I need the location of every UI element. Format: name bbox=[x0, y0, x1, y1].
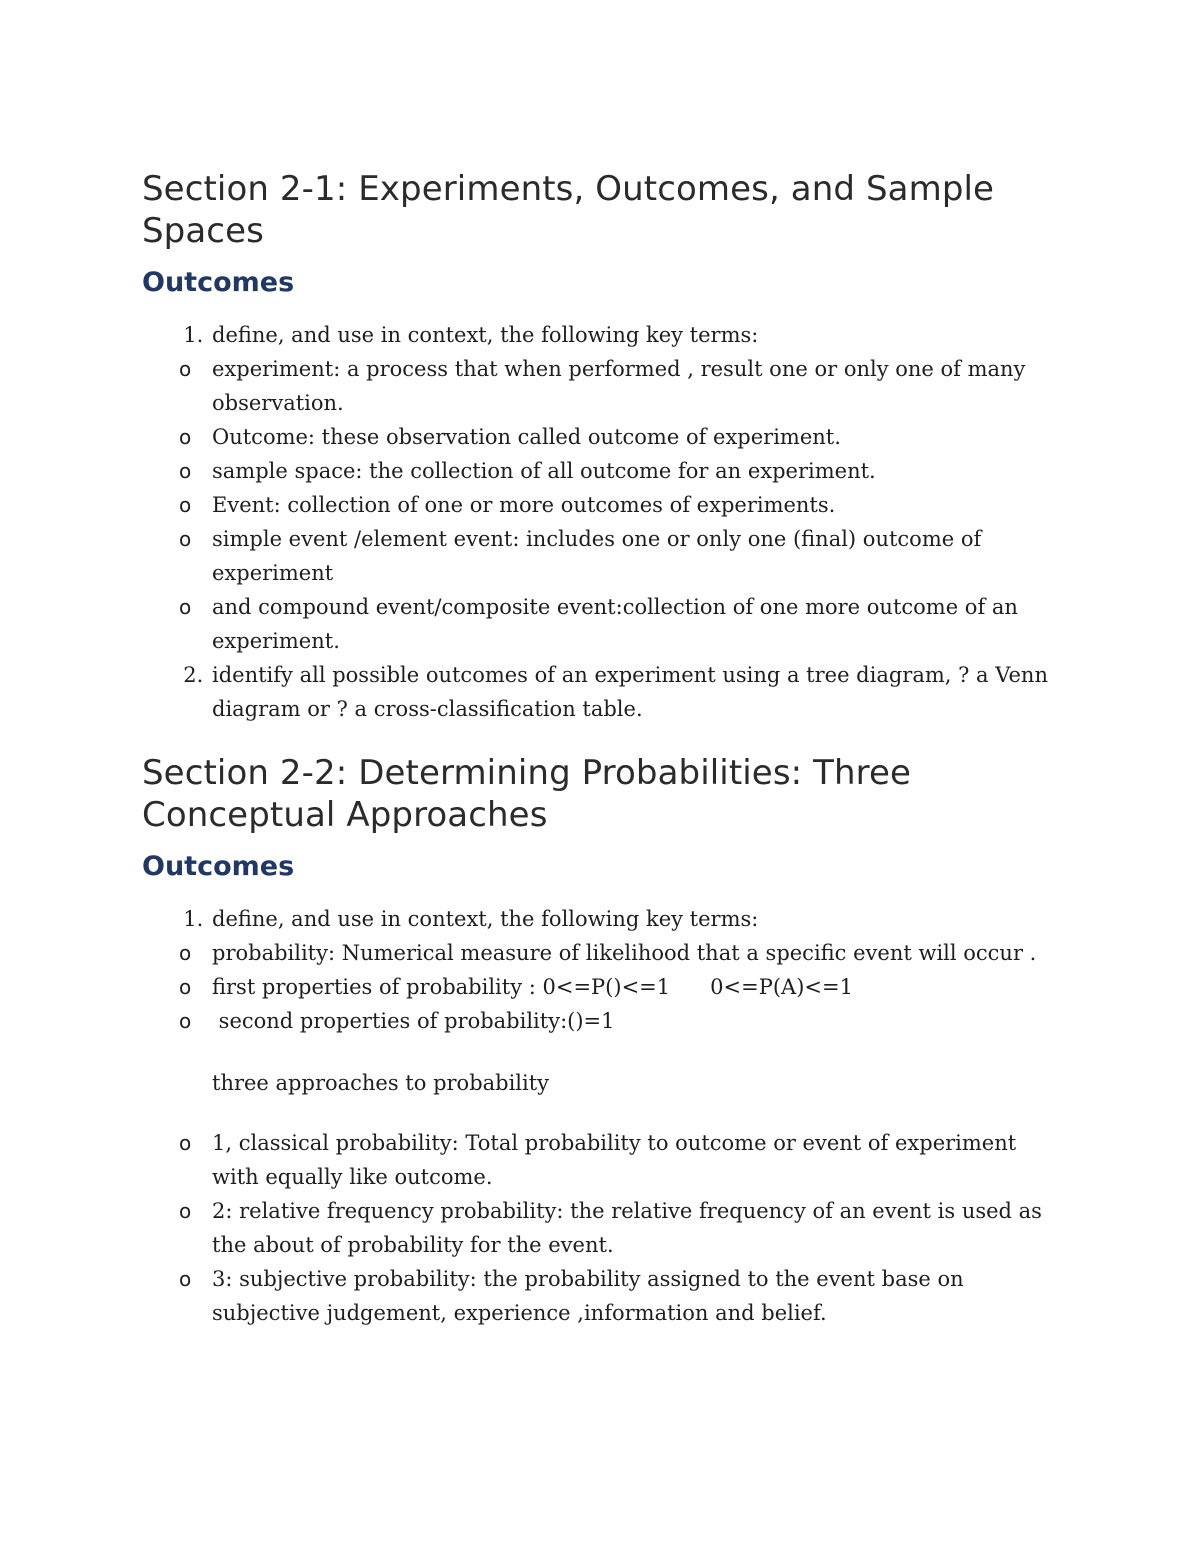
list-item-text: define, and use in context, the following key terms: bbox=[212, 907, 759, 931]
circle-bullet-icon: o bbox=[179, 425, 192, 449]
term-item bbox=[142, 1126, 1062, 1194]
term-item bbox=[142, 1262, 1062, 1330]
circle-bullet-icon: o bbox=[179, 1267, 192, 1291]
term-text: 3: subjective probability: the probability assigned to the event base on subjective judgement, experience ,information and belief. bbox=[212, 1267, 964, 1325]
circle-bullet-icon: o bbox=[179, 493, 192, 517]
term-item bbox=[142, 488, 1062, 522]
term-item bbox=[142, 970, 1062, 1004]
circle-bullet-icon: o bbox=[179, 527, 192, 551]
circle-bullet-icon: o bbox=[179, 975, 192, 999]
term-item bbox=[142, 1194, 1062, 1262]
term-item bbox=[142, 522, 1062, 590]
approaches-label: three approaches to probability bbox=[212, 1071, 550, 1095]
circle-bullet-icon: o bbox=[179, 1131, 192, 1155]
term-item bbox=[142, 590, 1062, 658]
term-text: simple event /element event: includes one or only one (final) outcome of experiment bbox=[212, 527, 982, 585]
circle-bullet-icon: o bbox=[179, 941, 192, 965]
circle-bullet-icon: o bbox=[179, 1009, 192, 1033]
term-text: first properties of probability : 0<=P()<=1 0<=P(A)<=1 bbox=[212, 975, 853, 999]
term-text: second properties of probability:()=1 bbox=[212, 1009, 615, 1033]
term-text: probability: Numerical measure of likelihood that a specific event will occur . bbox=[212, 941, 1037, 965]
list-item bbox=[179, 318, 1062, 658]
list-item-text: identify all possible outcomes of an experiment using a tree diagram, ? a Venn diagram or ? a cross-classification table. bbox=[212, 663, 1048, 721]
list-item bbox=[179, 902, 1062, 1330]
term-text: experiment: a process that when performed , result one or only one of many observation. bbox=[212, 357, 1026, 415]
circle-bullet-icon: o bbox=[179, 1199, 192, 1223]
circle-bullet-icon: o bbox=[179, 595, 192, 619]
section-title: Section 2-1: Experiments, Outcomes, and Sample Spaces bbox=[142, 169, 995, 251]
term-item bbox=[142, 1004, 1062, 1038]
term-text: sample space: the collection of all outcome for an experiment. bbox=[212, 459, 876, 483]
term-text: Event: collection of one or more outcomes of experiments. bbox=[212, 493, 836, 517]
list-item-text: define, and use in context, the following key terms: bbox=[212, 323, 759, 347]
term-text: 2: relative frequency probability: the relative frequency of an event is used as the about of probability for the event. bbox=[212, 1199, 1042, 1257]
term-item bbox=[142, 352, 1062, 420]
section-title: Section 2-2: Determining Probabilities: Three Conceptual Approaches bbox=[142, 753, 911, 835]
term-text: 1, classical probability: Total probability to outcome or event of experiment with equally like outcome. bbox=[212, 1131, 1017, 1189]
term-item bbox=[142, 420, 1062, 454]
outcomes-heading: Outcomes bbox=[142, 851, 295, 882]
term-item bbox=[142, 454, 1062, 488]
term-text: Outcome: these observation called outcome of experiment. bbox=[212, 425, 841, 449]
term-item bbox=[142, 936, 1062, 970]
outcomes-list bbox=[142, 902, 1062, 1330]
document-page bbox=[142, 168, 1062, 1330]
circle-bullet-icon: o bbox=[179, 459, 192, 483]
term-text: and compound event/composite event:collection of one more outcome of an experiment. bbox=[212, 595, 1018, 653]
outcomes-heading: Outcomes bbox=[142, 267, 295, 298]
circle-bullet-icon: o bbox=[179, 357, 192, 381]
section-spacer bbox=[142, 726, 1062, 752]
list-item bbox=[210, 658, 1062, 726]
outcomes-list bbox=[142, 318, 1062, 726]
